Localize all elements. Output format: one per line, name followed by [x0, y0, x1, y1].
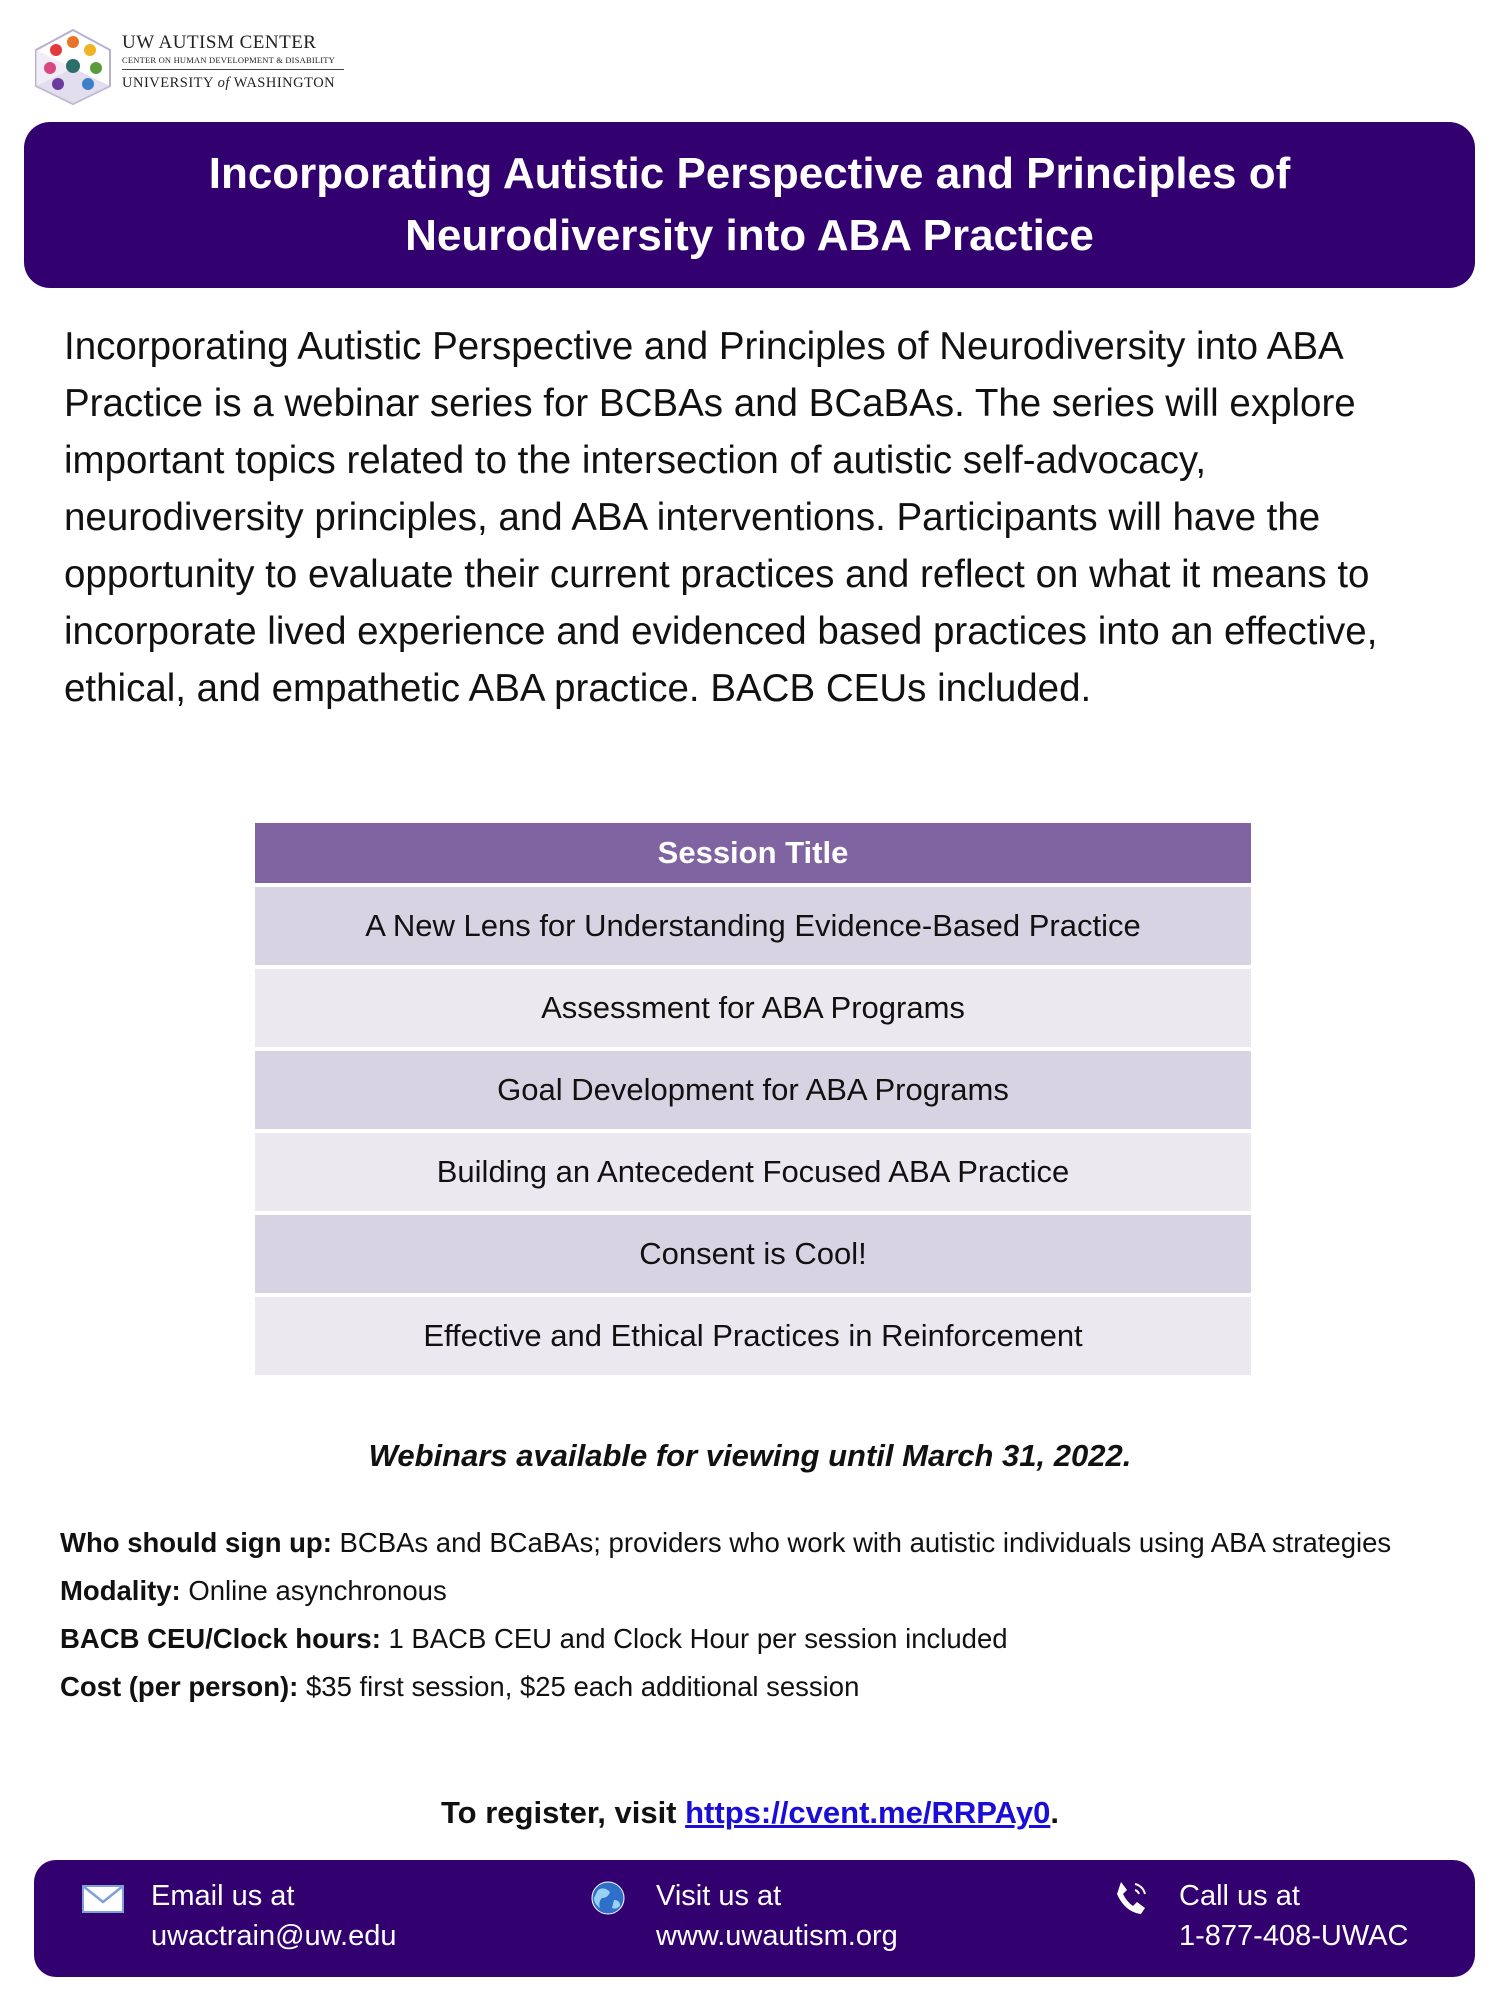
register-line	[0, 1795, 1500, 1831]
web-address[interactable]: www.uwautism.org	[656, 1920, 898, 1952]
detail-value: Online asynchronous	[180, 1575, 447, 1606]
session-row: Goal Development for ABA Programs	[255, 1051, 1251, 1129]
phone-icon	[1107, 1878, 1155, 1918]
contact-email	[151, 1876, 396, 1956]
detail-label: Cost (per person):	[60, 1671, 299, 1702]
contact-footer	[34, 1860, 1475, 1977]
detail-modality	[60, 1570, 1460, 1611]
logo-subtitle: CENTER ON HUMAN DEVELOPMENT & DISABILITY	[122, 55, 336, 65]
detail-label: BACB CEU/Clock hours:	[60, 1623, 381, 1654]
logo-university: UNIVERSITY of WASHINGTON	[122, 75, 336, 91]
register-suffix: .	[1050, 1795, 1059, 1830]
availability-notice: Webinars available for viewing until March 31, 2022.	[368, 1438, 1132, 1473]
phone-label: Call us at	[1179, 1880, 1300, 1912]
session-row: Assessment for ABA Programs	[255, 969, 1251, 1047]
session-row: Effective and Ethical Practices in Reinforcement	[255, 1297, 1251, 1375]
session-table-header: Session Title	[255, 823, 1251, 883]
globe-icon	[584, 1878, 632, 1918]
logo-divider	[122, 69, 344, 70]
detail-who	[60, 1522, 1460, 1563]
session-row: Building an Antecedent Focused ABA Practice	[255, 1133, 1251, 1211]
detail-value: BCBAs and BCaBAs; providers who work with autistic individuals using ABA strategies	[331, 1527, 1392, 1558]
envelope-icon	[79, 1878, 127, 1918]
email-address[interactable]: uwactrain@uw.edu	[151, 1920, 397, 1952]
web-label: Visit us at	[656, 1880, 782, 1912]
session-row: Consent is Cool!	[255, 1215, 1251, 1293]
detail-value: $35 first session, $25 each additional session	[298, 1671, 860, 1702]
contact-phone	[1179, 1876, 1408, 1956]
logo-center-name: UW AUTISM CENTER	[122, 32, 317, 53]
detail-value: 1 BACB CEU and Clock Hour per session included	[380, 1623, 1008, 1654]
uw-autism-center-logo	[30, 28, 350, 108]
title-banner	[24, 122, 1475, 288]
detail-ceu	[60, 1618, 1460, 1659]
logo-text	[122, 32, 352, 92]
phone-number[interactable]: 1-877-408-UWAC	[1179, 1920, 1409, 1952]
register-link[interactable]: https://cvent.me/RRPAy0	[685, 1795, 1051, 1830]
page-title: Incorporating Autistic Perspective and Principles of Neurodiversity into ABA Practice	[208, 149, 1291, 260]
detail-cost	[60, 1666, 1460, 1707]
detail-label: Who should sign up:	[60, 1527, 332, 1558]
register-prefix: To register, visit	[441, 1795, 686, 1830]
logo-mark-icon	[30, 28, 116, 106]
detail-label: Modality:	[60, 1575, 181, 1606]
contact-web	[656, 1876, 898, 1956]
session-row: A New Lens for Understanding Evidence-Based Practice	[255, 887, 1251, 965]
intro-paragraph: Incorporating Autistic Perspective and Principles of Neurodiversity into ABA Practice is a webinar series for BCBAs and BCaBAs. The series will explore important topics related to the intersection of autistic self-advocacy, neurodiversity principles, and ABA interventions. Participants will have the opportunity to evaluate their current practices and reflect on what it means to incorporate lived experience and evidenced based practices into an effective, ethical, and empathetic ABA practice. BACB CEUs included.	[64, 325, 1378, 710]
email-label: Email us at	[151, 1880, 295, 1912]
details-list	[60, 1522, 1460, 1714]
session-table	[255, 823, 1251, 1375]
